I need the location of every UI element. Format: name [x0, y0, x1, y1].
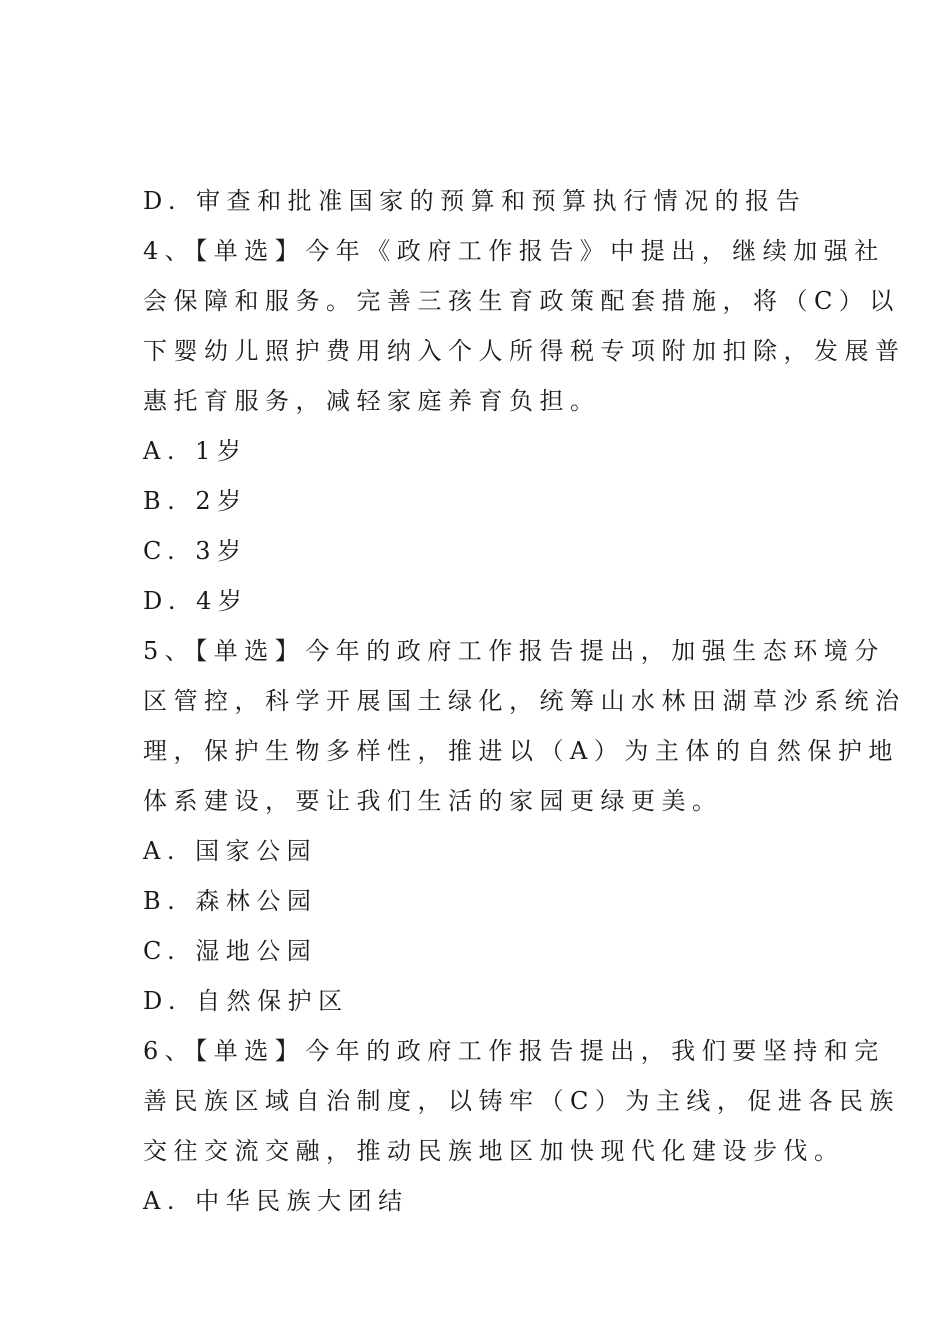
question-line: 体系建设，要让我们生活的家园更绿更美。: [143, 787, 723, 815]
question-line: 区管控，科学开展国土绿化，统筹山水林田湖草沙系统治: [143, 687, 906, 715]
question-line: 惠托育服务，减轻家庭养育负担。: [143, 387, 601, 415]
question-line: 4、【单选】今年《政府工作报告》中提出，继续加强社: [143, 237, 885, 265]
option-line: C. 3岁: [143, 537, 248, 565]
question-line: 下婴幼儿照护费用纳入个人所得税专项附加扣除，发展普: [143, 337, 906, 365]
question-line: 理，保护生物多样性，推进以（A）为主体的自然保护地: [143, 737, 899, 765]
option-line: A. 国家公园: [143, 837, 318, 865]
document-body: [143, 176, 906, 1226]
option-line: C. 湿地公园: [143, 937, 318, 965]
option-line: D. 自然保护区: [143, 987, 349, 1015]
option-line: B. 2岁: [143, 487, 248, 515]
question-line: 善民族区域自治制度，以铸牢（C）为主线，促进各民族: [143, 1087, 900, 1115]
option-line: D. 审查和批准国家的预算和预算执行情况的报告: [143, 187, 807, 215]
option-line: A. 中华民族大团结: [143, 1187, 409, 1215]
question-line: 会保障和服务。完善三孩生育政策配套措施，将（C）以: [143, 287, 900, 315]
question-line: 5、【单选】今年的政府工作报告提出，加强生态环境分: [143, 637, 885, 665]
question-line: 6、【单选】今年的政府工作报告提出，我们要坚持和完: [143, 1037, 885, 1065]
question-line: 交往交流交融，推动民族地区加快现代化建设步伐。: [143, 1137, 845, 1165]
option-line: B. 森林公园: [143, 887, 318, 915]
option-line: A. 1岁: [143, 437, 248, 465]
option-line: D. 4岁: [143, 587, 249, 615]
